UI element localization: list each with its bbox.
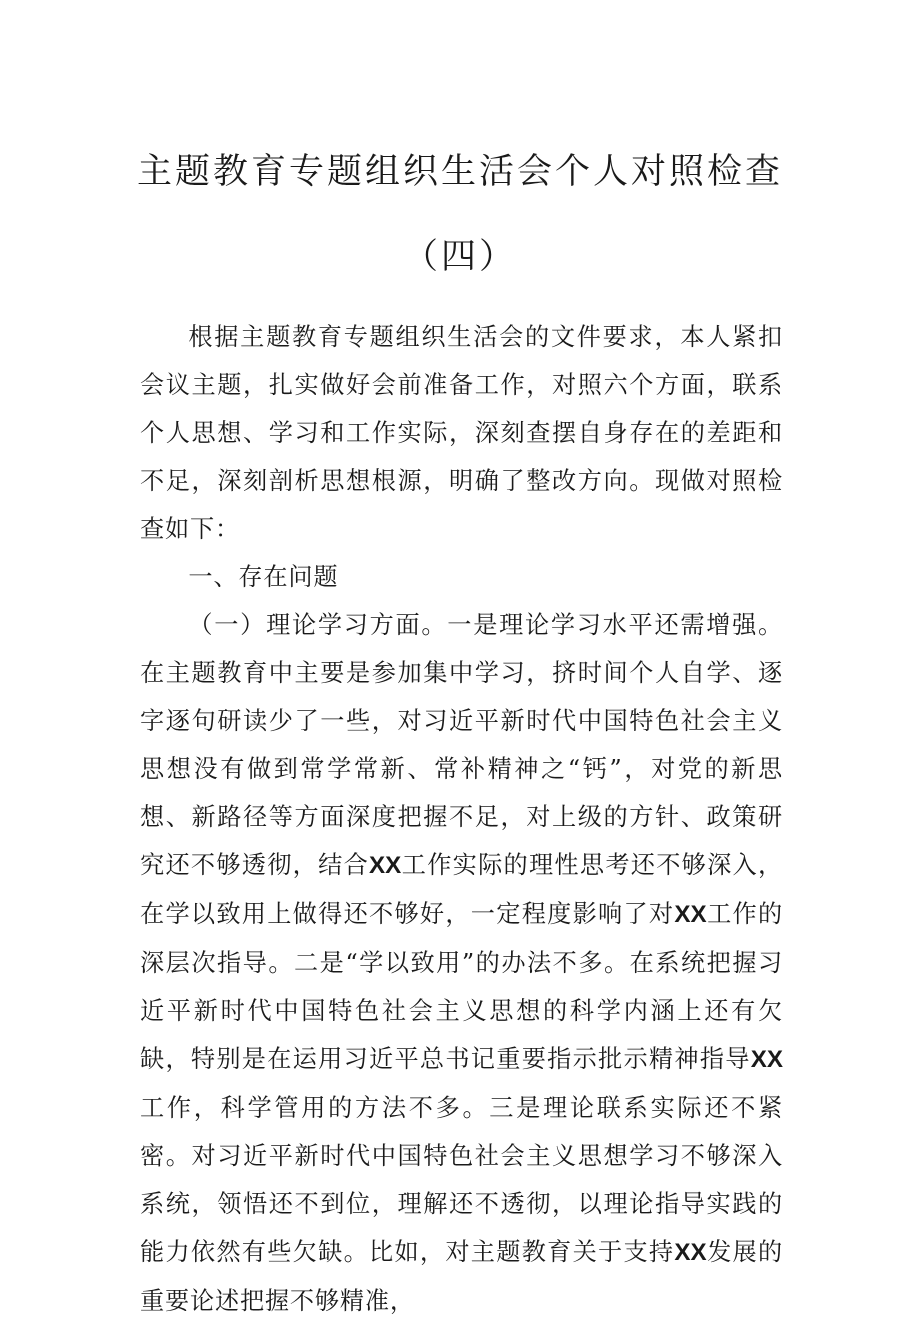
placeholder-xx: XX (674, 901, 707, 928)
section-paragraph-theory-study (140, 601, 783, 1325)
document-title: 主题教育专题组织生活会个人对照检查 (136, 152, 783, 192)
paragraph-text: 工作实际的理性思考还不够深入，在学以致用上做得还不够好，一定程度影响了对 (140, 851, 783, 928)
document-body (140, 313, 783, 1325)
paragraph-text: 工作，科学管用的方法不多。三是理论联系实际还不紧密。对习近平新时代中国特色社会主义思想学习不够深入系统，领悟还不到位，理解还不透彻，以理论指导实践的能力依然有些欠缺。比如，对主题教育关于支持 (140, 1094, 783, 1266)
paragraph-text: 发展的重要论述把握不够精准， (140, 1238, 783, 1315)
placeholder-xx: XX (369, 852, 402, 879)
paragraph-text: （一）理论学习方面。一是理论学习水平还需增强。在主题教育中主要是参加集中学习，挤时间个人自学、逐字逐句研读少了一些，对习近平新时代中国特色社会主义思想没有做到常学常新、常补精神之“钙”，对党的新思想、新路径等方面深度把握不足，对上级的方针、政策研究还不够透彻，结合 (140, 611, 783, 879)
document-title-number: （四） (402, 237, 517, 277)
paragraph-text: 工作的深层次指导。二是“学以致用”的办法不多。在系统把握习近平新时代中国特色社会主义思想的科学内涵上还有欠缺，特别是在运用习近平总书记重要指示批示精神指导 (140, 900, 783, 1073)
intro-paragraph: 根据主题教育专题组织生活会的文件要求，本人紧扣会议主题，扎实做好会前准备工作，对照六个方面，联系个人思想、学习和工作实际，深刻查摆自身存在的差距和不足，深刻剖析思想根源，明确了整改方向。现做对照检查如下： (140, 323, 783, 543)
placeholder-xx: XX (750, 1046, 783, 1073)
placeholder-xx: XX (674, 1239, 707, 1266)
section-heading: 一、存在问题 (188, 563, 339, 591)
